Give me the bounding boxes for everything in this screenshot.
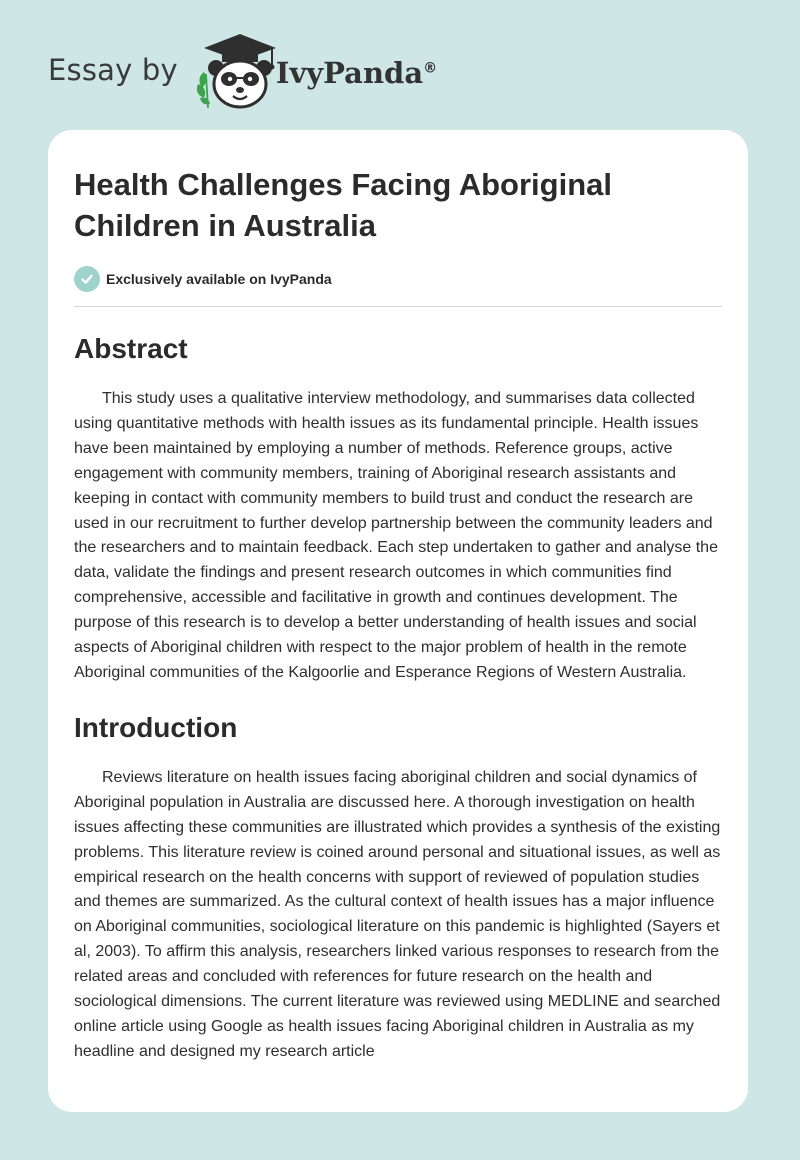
panda-logo-icon <box>192 28 288 112</box>
essay-card <box>48 130 748 1112</box>
page-title: Health Challenges Facing Aboriginal Children in Australia <box>74 167 612 243</box>
registered-mark: ® <box>423 60 438 77</box>
introduction-paragraph: Reviews literature on health issues facing aboriginal children and social dynamics of Aboriginal population in Australia are discussed here. A thorough investigation on health issues affecting these communities are illustrated which provides a synthesis of the existing problems. This literature review is coined around personal and situational issues, as well as empirical research on the health concerns with support of reviewed of population studies and themes are summarized. As the cultural context of health issues has a major influence on Aboriginal communities, sociological literature on this pandemic is highlighted (Sayers et al, 2003). To affirm this analysis, researchers linked various responses to research from the related areas and concluded with references for future research on the health and sociological dimensions. The current literature was reviewed using MEDLINE and searched online article using Google as health issues facing Aboriginal children in Australia as my headline and designed my research article <box>74 768 721 1060</box>
exclusive-badge <box>74 266 722 307</box>
section-heading-abstract: Abstract <box>74 333 188 364</box>
abstract-paragraph: This study uses a qualitative interview methodology, and summarises data collected using quantitative methods with health issues as its fundamental principle. Health issues have been maintained by employing a number of methods. Reference groups, active engagement with community members, training of Aboriginal research assistants and keeping in contact with community members to build trust and conduct the research are used in our recruitment to further develop partnership between the community leaders and the researchers and to maintain feedback. Each step undertaken to gather and analyse the data, validate the findings and present research outcomes in which communities find comprehensive, accessible and facilitative in growth and continues development. The purpose of this research is to develop a better understanding of health issues and social aspects of Aboriginal children with respect to the major problem of health in the remote Aboriginal communities of the Kalgoorlie and Esperance Regions of Western Australia. <box>74 390 718 681</box>
brand-name: IvyPanda® <box>275 56 438 90</box>
section-heading-introduction: Introduction <box>74 711 238 743</box>
badge-text: Exclusively available on IvyPanda <box>106 271 332 287</box>
checkmark-icon <box>74 266 100 292</box>
brand-prefix: Essay by <box>48 53 178 87</box>
site-brand[interactable] <box>48 28 437 112</box>
